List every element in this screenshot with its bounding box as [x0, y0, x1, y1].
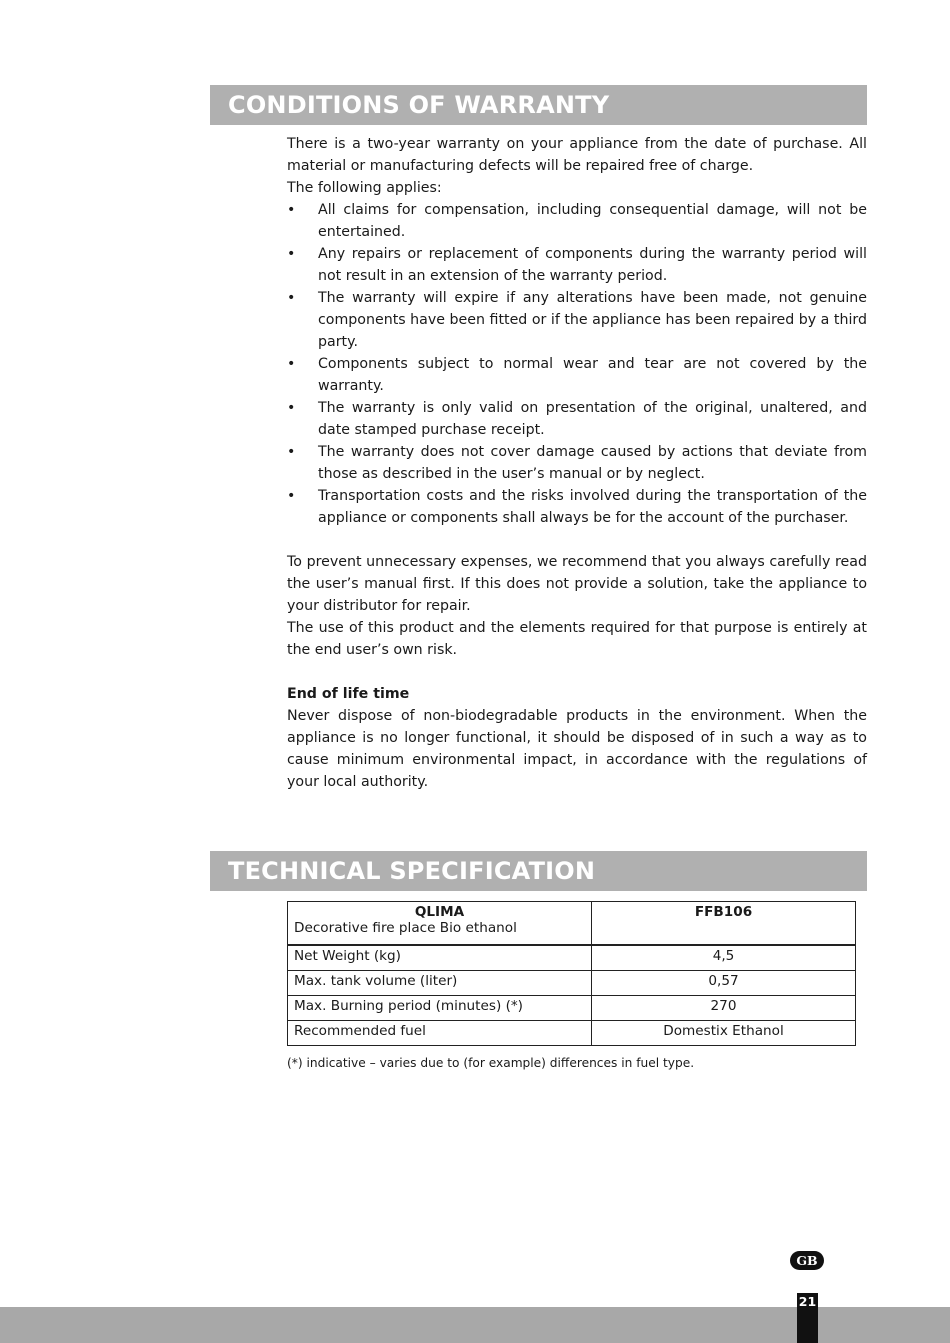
list-item [287, 287, 867, 353]
table-row [288, 1021, 856, 1046]
table-row [288, 902, 856, 946]
bullet-icon: • [287, 356, 296, 372]
spec-label: Recommended fuel [288, 1021, 592, 1046]
spec-label: Net Weight (kg) [288, 945, 592, 971]
bullet-icon: • [287, 488, 296, 504]
bullet-icon: • [287, 202, 296, 218]
bullet-icon: • [287, 444, 296, 460]
spec-value: 270 [592, 996, 856, 1021]
spec-footnote: (*) indicative – varies due to (for example) differences in fuel type. [287, 1056, 695, 1070]
list-item [287, 441, 867, 485]
language-badge: GB [790, 1251, 824, 1270]
bullet-text: All claims for compensation, including consequential damage, will not be entertained. [318, 202, 867, 240]
list-item [287, 243, 867, 287]
spec-table [287, 901, 856, 1046]
product-cell [288, 902, 592, 946]
warranty-applies: The following applies: [287, 180, 442, 196]
warranty-body [287, 133, 867, 793]
list-item [287, 485, 867, 529]
spec-label: Max. Burning period (minutes) (*) [288, 996, 592, 1021]
eol-text: Never dispose of non-biodegradable products in the environment. When the appliance is no longer functional, it should be disposed of in such a way as to cause minimum environmental impact, in accordance with the regulations of your local authority. [287, 708, 867, 790]
table-row [288, 996, 856, 1021]
tech-spec-title: TECHNICAL SPECIFICATION [210, 851, 867, 891]
model-number: FFB106 [592, 902, 856, 946]
bullet-text: The warranty is only valid on presentation of the original, unaltered, and date stamped purchase receipt. [318, 400, 867, 438]
bullet-text: Transportation costs and the risks involved during the transportation of the appliance or components shall always be for the account of the purchaser. [318, 488, 867, 526]
warranty-bullet-list [287, 199, 867, 529]
spec-value: Domestix Ethanol [592, 1021, 856, 1046]
eol-heading: End of life time [287, 686, 410, 702]
product-description: Decorative fire place Bio ethanol [294, 920, 517, 936]
list-item [287, 199, 867, 243]
table-row [288, 971, 856, 996]
bullet-icon: • [287, 400, 296, 416]
spec-value: 4,5 [592, 945, 856, 971]
bullet-text: The warranty will expire if any alterations have been made, not genuine components have been fitted or if the appliance has been repaired by a third party. [318, 290, 867, 350]
table-row [288, 945, 856, 971]
bullet-icon: • [287, 290, 296, 306]
spec-value: 0,57 [592, 971, 856, 996]
spec-label: Max. tank volume (liter) [288, 971, 592, 996]
brand-name: QLIMA [414, 904, 465, 920]
warranty-intro: There is a two-year warranty on your appliance from the date of purchase. All material or manufacturing defects will be repaired free of charge. [287, 136, 867, 174]
warranty-risk: The use of this product and the elements required for that purpose is entirely at the end user’s own risk. [287, 620, 867, 658]
bullet-text: The warranty does not cover damage caused by actions that deviate from those as described in the user’s manual or by neglect. [318, 444, 867, 482]
bullet-icon: • [287, 246, 296, 262]
warranty-advice: To prevent unnecessary expenses, we recommend that you always carefully read the user’s manual first. If this does not provide a solution, take the appliance to your distributor for repair. [287, 554, 867, 614]
bullet-text: Any repairs or replacement of components during the warranty period will not result in an extension of the warranty period. [318, 246, 867, 284]
bullet-text: Components subject to normal wear and tear are not covered by the warranty. [318, 356, 867, 394]
list-item [287, 397, 867, 441]
list-item [287, 353, 867, 397]
warranty-title: CONDITIONS OF WARRANTY [210, 85, 867, 125]
page-number: 21 [797, 1293, 818, 1343]
